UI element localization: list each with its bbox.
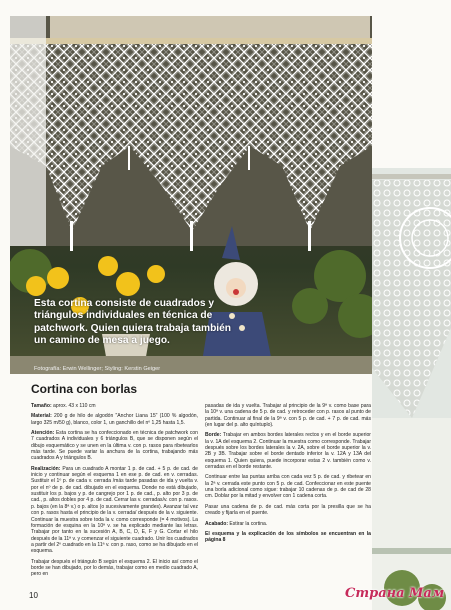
photo-credit: Fotografía: Erwin Wellinger; Styling: Kerstin Geiger bbox=[34, 366, 161, 372]
text-border: Trabajar en ambos bordes laterales rectos y en el borde superior la v. 1A del esquema 2. Continuar la muestra como corresponde. Trabajar después sobre los bordes laterales la v. 2A, sobre el borde superior la v. 2B y 3B. Trabajar sobre el borde dentado inferior la v. 12A y 13A del esquema 1. Quien quiera, puede incorporar estas 2 v. también como v. cerradas en el borde restante. bbox=[205, 432, 371, 471]
text-triangle: Trabajar después el triángulo B según el esquema 2. El inicio así como el borde se han dibujado, por lo demás, trabajar como en medio cuadrado A, pero en bbox=[31, 558, 198, 578]
text-attention: Esta cortina se ha confeccionado en técnica de patchwork con 7 cuadrados A individuales y 6 triángulos B, que se disponen según el dibujo esquemático y se unen en la última v. con p. rasos para ribetearlos más tarde. Se puede variar la anchura de la cortina, trabajando más cuadrados A y triángulos B. bbox=[31, 430, 198, 462]
page-number: 10 bbox=[29, 591, 38, 600]
curtain-photo bbox=[10, 16, 372, 374]
paragraph-scheme-note bbox=[205, 531, 371, 544]
inset-lace-illustration bbox=[372, 168, 451, 610]
text-size: aprox. 43 x 110 cm bbox=[51, 403, 96, 409]
label-finish: Acabado: bbox=[205, 520, 228, 527]
photo-caption: Esta cortina consiste de cuadrados y triángulos individuales en técnica de patchwork. Quien quiera trabaja también un camino de mesa a juego. bbox=[34, 298, 232, 347]
label-scheme-note: El esquema y la explicación de los símbolos se encuentran en la página 8 bbox=[205, 530, 371, 544]
paragraph-border bbox=[205, 432, 371, 470]
inset-photo bbox=[372, 168, 451, 610]
label-size: Tamaño: bbox=[31, 403, 52, 409]
text-realization: Para un cuadrado A montar 1 p. de cad. + 5 p. de cad. de inicio y continuar según el esquema 1 en ese p. de cad. en v. cerradas. Sustituir el 1º p. de cada v. cerrada /más tarde pasadas de ida y vuelta v. por el nº de p. de cad. dibujado en el esquema. Donde no está dibujado, sustituir los p. bajos y p. de cangrejo por 1 p. de cad., p. alto por 3 p. de cad., p. altos dobles por 4 p. de cad. Cerrar las v. cerradas/v. con p. rasos. p. bajos (en la 8ª v.) o p. altos (o sucesivamente grandes). Avanzar tal vez con p. rasos hasta el principio de la v. cerrada/ después de la v. siguiente. Continuar la muestra sobre toda la v. como corresponde (= 4 motivos). La formación de esquina en la 10ª v. se ha explicado mediante las letras. Trabajar por tanto en la sucesión A, B, C, D, E, F y G. Cortar el hilo después de la 11ª v. y comenzar el siguiente cuadrado. Unir los cuadrados a partir del 2º cuadrado en la 11ª v. con p. raso, como se ha dibujado en el esquema. bbox=[31, 465, 198, 555]
paragraph-chain bbox=[205, 504, 371, 517]
article-right-column bbox=[205, 403, 371, 548]
label-material: Material: bbox=[31, 413, 52, 420]
text-finish: Estirar la cortina. bbox=[228, 520, 268, 527]
paragraph-attention bbox=[31, 430, 198, 462]
paragraph-triangle bbox=[31, 559, 198, 578]
article-left-column bbox=[31, 403, 198, 582]
paragraph-finish bbox=[205, 521, 371, 527]
paragraph-size bbox=[31, 403, 198, 409]
paragraph-tassel bbox=[205, 474, 371, 499]
text-material: 200 g de hilo de algodón "Anchor Liana 15" (100 % algodón, largo 325 m/50 g), blanco, color 1, un ganchillo del nº 1,25 hasta 1,5. bbox=[31, 413, 198, 426]
text-tassel: Continuar entre las puntas arriba con cada vez 5 p. de cad. y ribetear en la 2ª v. cerrada este punto con 5 p. de cad. Confeccionar en este puente una borla adicional como sigue: trabajar 10 cadenas de p. de cad de 28 cm. Doblar por la mitad y envolver con 1 cadena corta. bbox=[205, 474, 371, 500]
label-border: Borde: bbox=[205, 432, 222, 439]
text-continuation: pasadas de ida y vuelta. Trabajar al principio de la 9ª v. como base para la 10ª v. una cadena de 5 p. de cad. y retroceder con p. rasos al punto de partida. Continuar al final de la 9ª v. con 5 p. de cad. + 7 p. de cad. más (en lugar del p. alto quíntuplo). bbox=[205, 403, 371, 429]
site-watermark: Страна Мам bbox=[345, 586, 445, 601]
paragraph-continuation bbox=[205, 403, 371, 428]
label-attention: Atención: bbox=[31, 430, 55, 437]
text-chain: Pasar una cadena de p. de cad. más corta por la presilla que se ha creado y fijarla en el puente. bbox=[205, 503, 371, 517]
paragraph-realization bbox=[31, 466, 198, 555]
article-title: Cortina con borlas bbox=[31, 382, 138, 396]
paragraph-material bbox=[31, 413, 198, 426]
label-realization: Realización: bbox=[31, 465, 61, 472]
